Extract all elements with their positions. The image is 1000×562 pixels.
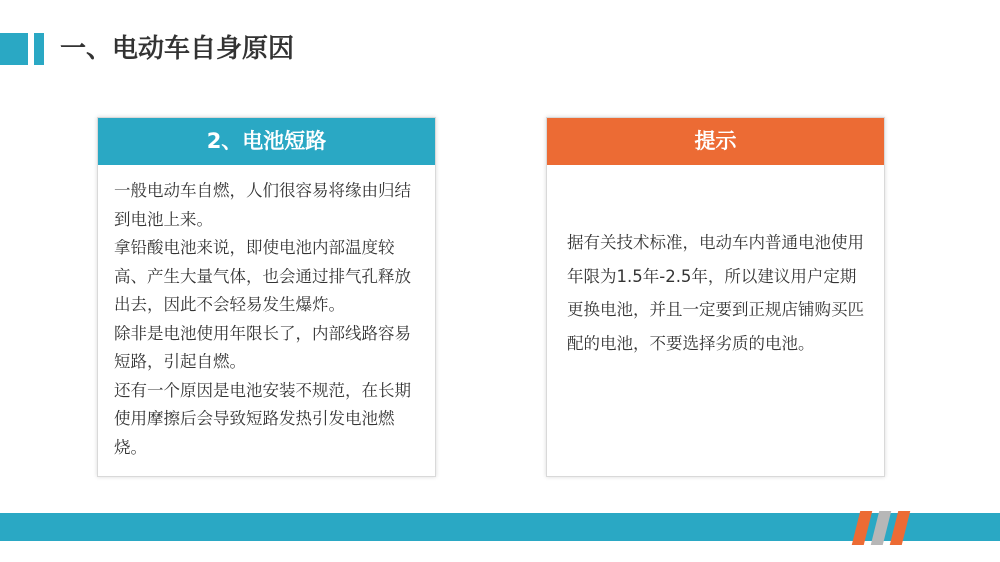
title-accent-block: [0, 33, 28, 65]
battery-short-circuit-card: [97, 117, 436, 477]
card-body-battery-short-circuit: [98, 165, 435, 462]
card-paragraph: 一般电动车自燃，人们很容易将缘由归结到电池上来。: [114, 181, 411, 229]
footer-stripe: [0, 513, 1000, 541]
tip-card: [546, 117, 885, 477]
title-accent-stripe: [34, 33, 44, 65]
card-header-battery-short-circuit: 2、电池短路: [98, 118, 435, 165]
card-body-tip: 据有关技术标准，电动车内普通电池使用年限为1.5年-2.5年，所以建议用户定期更换电池，并且一定要到正规店铺购买匹配的电池，不要选择劣质的电池。: [567, 233, 864, 353]
card-paragraph: 拿铅酸电池来说，即使电池内部温度较高、产生大量气体，也会通过排气孔释放出去，因此不会轻易发生爆炸。: [114, 238, 411, 314]
card-paragraph: 还有一个原因是电池安装不规范，在长期使用摩擦后会导致短路发热引发电池燃烧。: [114, 380, 411, 457]
slide-title: 一、电动车自身原因: [60, 34, 295, 64]
card-paragraph: 除非是电池使用年限长了，内部线路容易短路，引起自燃。: [114, 323, 411, 371]
card-header-tip: 提示: [547, 118, 884, 165]
